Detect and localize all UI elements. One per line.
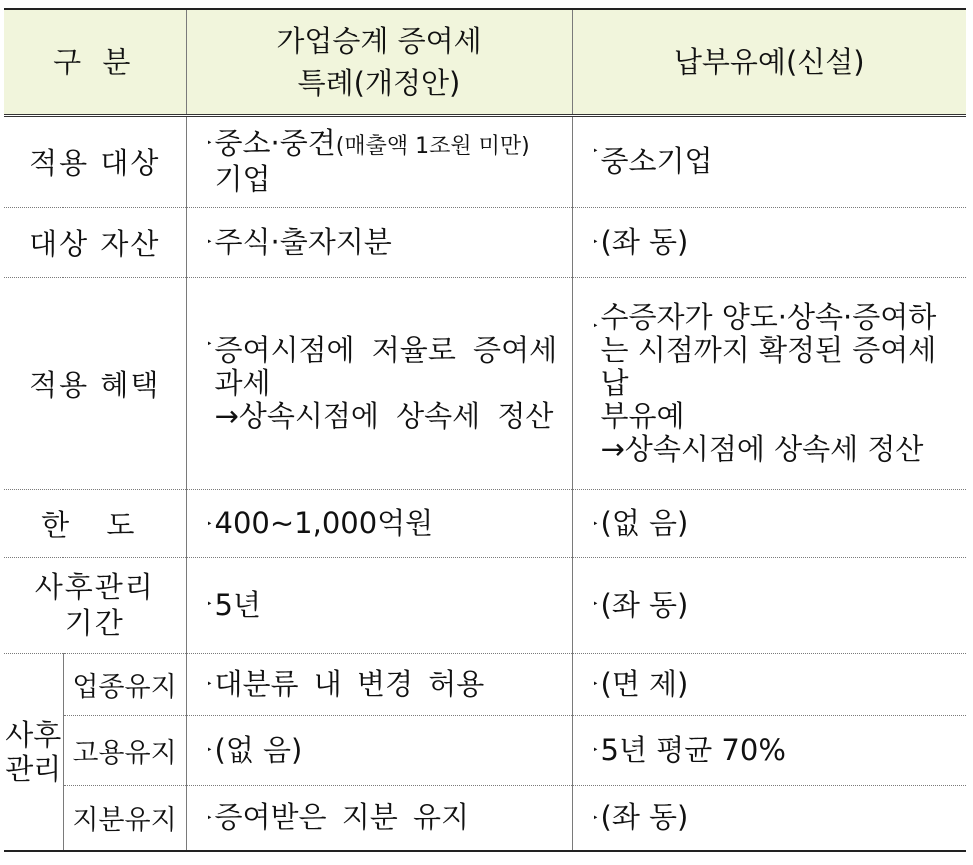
bullet-icon: ‣ bbox=[592, 320, 599, 332]
bullet-icon: ‣ bbox=[592, 518, 599, 530]
benefit-special-text bbox=[203, 334, 566, 433]
benefit-special-line3: →상속시점에 상속세 정산 bbox=[214, 398, 554, 433]
cell-period-deferral bbox=[572, 557, 966, 653]
benefit-deferral-line4: →상속시점에 상속세 정산 bbox=[600, 431, 924, 466]
row-label-period bbox=[4, 557, 186, 653]
limit-special-text: 400~1,000억원 bbox=[214, 505, 434, 540]
row-label-shares: 지분유지 bbox=[63, 785, 186, 851]
post-group-line2: 관리 bbox=[5, 751, 62, 786]
cell-target-special bbox=[186, 115, 572, 207]
cell-benefit-special bbox=[186, 277, 572, 489]
cell-target-deferral bbox=[572, 115, 966, 207]
benefit-deferral-line2: 는 시점까지 확정된 증여세 납 bbox=[600, 332, 937, 400]
bullet-icon: ‣ bbox=[206, 744, 213, 756]
row-benefit bbox=[4, 277, 966, 489]
bullet-icon: ‣ bbox=[592, 744, 599, 756]
business-special-text: 대분류 내 변경 허용 bbox=[214, 666, 485, 701]
row-group-post-management bbox=[4, 653, 63, 851]
bullet-icon: ‣ bbox=[206, 518, 213, 530]
header-category: 구 분 bbox=[4, 9, 186, 115]
bullet-icon: ‣ bbox=[592, 812, 599, 824]
benefit-special-line2: 과세 bbox=[214, 365, 271, 400]
row-label-employment: 고용유지 bbox=[63, 715, 186, 785]
period-label-line2: 기간 bbox=[64, 606, 125, 640]
limit-deferral-text: (없 음) bbox=[600, 505, 689, 540]
header-row bbox=[4, 9, 966, 115]
cell-employment-deferral bbox=[572, 715, 966, 785]
business-deferral-text: (면 제) bbox=[600, 666, 689, 701]
cell-benefit-deferral bbox=[572, 277, 966, 489]
bullet-icon: ‣ bbox=[206, 137, 213, 149]
asset-deferral-text: (좌 동) bbox=[600, 224, 689, 259]
header-payment-deferral: 납부유예(신설) bbox=[572, 9, 966, 115]
shares-deferral-text: (좌 동) bbox=[600, 800, 689, 835]
header-gift-tax-special bbox=[186, 9, 572, 115]
cell-business-deferral bbox=[572, 653, 966, 715]
row-asset bbox=[4, 207, 966, 277]
target-special-c: 기업 bbox=[214, 162, 271, 196]
cell-limit-special bbox=[186, 489, 572, 557]
cell-period-special bbox=[186, 557, 572, 653]
bullet-icon: ‣ bbox=[592, 598, 599, 610]
cell-employment-special bbox=[186, 715, 572, 785]
cell-limit-deferral bbox=[572, 489, 966, 557]
row-business bbox=[4, 653, 966, 715]
bullet-icon: ‣ bbox=[206, 338, 213, 350]
row-label-target: 적용 대상 bbox=[4, 115, 186, 207]
bullet-icon: ‣ bbox=[206, 812, 213, 824]
row-target bbox=[4, 115, 966, 207]
bullet-icon: ‣ bbox=[206, 236, 213, 248]
target-special-b: (매출액 1조원 미만) bbox=[335, 134, 530, 159]
cell-shares-deferral bbox=[572, 785, 966, 851]
row-period bbox=[4, 557, 966, 653]
period-special-text: 5년 bbox=[214, 587, 261, 622]
target-special-text bbox=[203, 127, 566, 196]
period-deferral-text: (좌 동) bbox=[600, 587, 689, 622]
row-label-limit: 한 도 bbox=[4, 489, 186, 557]
target-deferral-text: 중소기업 bbox=[600, 144, 713, 178]
benefit-special-line1: 증여시점에 저율로 증여세 bbox=[214, 332, 558, 367]
cell-asset-deferral bbox=[572, 207, 966, 277]
row-employment bbox=[4, 715, 966, 785]
row-label-business: 업종유지 bbox=[63, 653, 186, 715]
cell-shares-special bbox=[186, 785, 572, 851]
header-gift-tax-line1: 가업승계 증여세 bbox=[276, 23, 482, 58]
header-gift-tax-line2: 특례(개정안) bbox=[297, 65, 461, 100]
bullet-icon: ‣ bbox=[592, 145, 599, 157]
cell-asset-special bbox=[186, 207, 572, 277]
bullet-icon: ‣ bbox=[206, 598, 213, 610]
asset-special-text: 주식·출자지분 bbox=[214, 224, 392, 259]
row-label-asset: 대상 자산 bbox=[4, 207, 186, 277]
benefit-deferral-text bbox=[589, 301, 961, 466]
bullet-icon: ‣ bbox=[592, 678, 599, 690]
cell-business-special bbox=[186, 653, 572, 715]
benefit-deferral-line3: 부유예 bbox=[600, 398, 685, 433]
post-group-line1: 사후 bbox=[5, 717, 62, 752]
shares-special-text: 증여받은 지분 유지 bbox=[214, 800, 470, 835]
bullet-icon: ‣ bbox=[206, 678, 213, 690]
period-label-line1: 사후관리 bbox=[34, 570, 155, 604]
employment-special-text: (없 음) bbox=[214, 732, 303, 767]
comparison-table bbox=[4, 8, 966, 852]
benefit-deferral-line1: 수증자가 양도·상속·증여하 bbox=[600, 299, 937, 334]
employment-deferral-text: 5년 평균 70% bbox=[600, 732, 786, 767]
target-special-a: 중소·중견 bbox=[214, 126, 336, 160]
row-limit bbox=[4, 489, 966, 557]
row-label-benefit: 적용 혜택 bbox=[4, 277, 186, 489]
row-shares bbox=[4, 785, 966, 851]
bullet-icon: ‣ bbox=[592, 236, 599, 248]
